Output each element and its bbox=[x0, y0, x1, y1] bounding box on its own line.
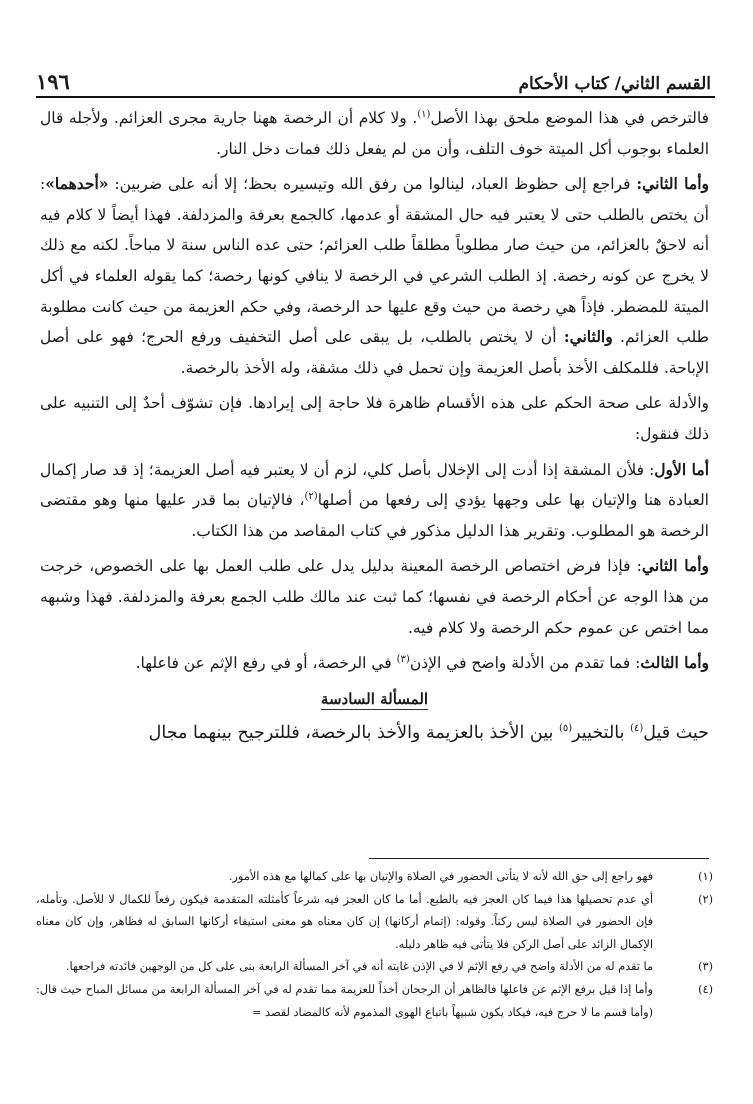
footnote-text: ما تقدم له من الأدلة واضح في رفع الإثم لا في الإذن غايته أنه في آخر المسألة الرابعة بنى على كل من الوجهين فائدته فراجعها. bbox=[65, 960, 653, 974]
header-divider bbox=[36, 96, 715, 98]
footnote bbox=[36, 979, 713, 1024]
footnote-divider bbox=[369, 858, 709, 859]
footnote-text: أي عدم تحصيلها هذا فيما كان العجز فيه بالطبع. أما ما كان العجز فيه شرعاً كأمثلته المتقدمة فيكون رفعاً للكمال لا للأصل. وتأمله، فإن الحضور في الصلاة ليس ركناً. وقوله: (إتمام أركانها) إن كان معناه هو معنى استيفاء أركانها السابق له فظاهر، وإن كان معناه الإكمال الزائد على أصل الركن فلا يتأتى فيه ظاهر دليله. bbox=[36, 892, 653, 951]
footnote-ref-5[interactable]: (٥) bbox=[558, 723, 573, 735]
footnote-number: (٢) bbox=[698, 892, 713, 906]
footnote-ref-2[interactable]: (٢) bbox=[304, 490, 318, 502]
footnote-text: وأما إذا قيل برفع الإثم عن فاعلها فالظاهر أن الرجحان أخذاً للعزيمة مما تقدم له في آخر المسألة الرابعة من مسائل المباح حيث قال: (وأما قسم ما لا حرج فيه، فيكاد يكون شبيهاً باتباع الهوى المذموم لأنه كالمضاد لقصد = bbox=[36, 982, 653, 1019]
paragraph-6: وأما الثالث: فما تقدم من الأدلة واضح في الإذن$^{(٣)}$ في الرخصة، أو في رفع الإثم عن فاعلها. bbox=[135, 653, 709, 673]
footnote bbox=[36, 889, 713, 957]
paragraph-3: والأدلة على صحة الحكم على هذه الأقسام ظاهرة فلا حاجة إلى إيرادها. فإن تشوّف أحدٌ إلى التنبيه على ذلك فنقول: bbox=[40, 394, 709, 443]
footnote bbox=[36, 866, 713, 889]
page-number: ١٩٦ bbox=[36, 69, 70, 94]
footnote bbox=[36, 956, 713, 979]
paragraph-4: أما الأول: فلأن المشقة إذا أدت إلى الإخلال بأصل كلي، لزم أن لا يعتبر فيه أصل العزيمة؛ إذ قد صار إكمال العبادة هنا والإتيان بها على وجهها يؤدي إلى رفعها من أصلها$^{(٢)}$، فالإتيان بما قدر عليها منها وهو مقتضى الرخصة هو المطلوب. وتقرير هذا الدليل مذكور في كتاب المقاصد من هذا الكتاب. bbox=[40, 459, 709, 540]
footnote-number: (٣) bbox=[698, 960, 713, 974]
main-text bbox=[40, 103, 709, 754]
footnote-ref-4[interactable]: (٤) bbox=[630, 723, 644, 735]
footnote-number: (٤) bbox=[698, 982, 713, 996]
running-title: القسم الثاني/ كتاب الأحكام bbox=[518, 74, 711, 94]
running-header bbox=[36, 60, 711, 94]
paragraph-2: وأما الثاني: فراجع إلى حظوظ العباد، لينالوا من رفق الله وتيسيره بحظ؛ إلا أنه على ضربين: «أحدهما»: أن يختص بالطلب حتى لا يعتبر فيه حال المشقة أو عدمها، كالجمع بعرفة والمزدلفة. فهذا أيضاً لا كلام فيه أنه لاحقٌ بالعزائم، من حيث صار مطلوباً مطلقاً طلب العزائم؛ حتى عده الناس سنة لا مباحاً. لكنه مع ذلك لا يخرج عن كونه رخصة. إذ الطلب الشرعي في الرخصة لا ينافي كونها رخصة؛ كما يقوله العلماء في أكل الميتة للمضطر. فإذاً هي رخصة من حيث وقع عليها حد الرخصة، وفي حكم العزيمة من حيث كانت مطلوبة طلب العزائم. والثاني: أن لا يختص بالطلب، بل يبقى على أصل التخفيف ورفع الحرج؛ فهو على أصل الإباحة. فللمكلف الأخذ بأصل العزيمة وإن تحمل في ذلك مشقة، وله الأخذ بالرخصة. bbox=[40, 174, 709, 377]
paragraph-1: فالترخص في هذا الموضع ملحق بهذا الأصل$^{(١)}$. ولا كلام أن الرخصة ههنا جارية مجرى العزائم. ولأجله قال العلماء بوجوب أكل الميتة خوف التلف، وأن من لم يفعل ذلك فمات دخل النار. bbox=[40, 108, 710, 158]
footnote-text: فهو راجع إلى حق الله لأنه لا يتأتى الحضور في الصلاة والإتيان بها على كمالها مع هذه الأمور. bbox=[228, 870, 653, 883]
footnote-ref-3[interactable]: (٣) bbox=[396, 653, 410, 665]
paragraph-5: وأما الثاني: فإذا فرض اختصاص الرخصة المعينة بدليل يدل على طلب العمل بها على الخصوص، خرجت من هذا الوجه عن أحكام الرخصة في نفسها؛ كما ثبت عند مالك طلب الجمع بعرفة والمزدلفة. فهذا وشبهه مما اختص عن عموم حكم الرخصة ولا كلام فيه. bbox=[40, 556, 710, 637]
paragraph-7: حيث قيل$^{(٤)}$ بالتخيير$^{(٥)}$ بين الأخذ بالعزيمة والأخذ بالرخصة، فللترجيح بينهما مجال bbox=[148, 723, 709, 744]
footnote-ref-1[interactable]: (١) bbox=[417, 108, 431, 120]
footnote-number: (١) bbox=[698, 870, 713, 883]
section-heading: المسألة السادسة bbox=[320, 689, 429, 708]
footnotes bbox=[36, 866, 713, 1024]
